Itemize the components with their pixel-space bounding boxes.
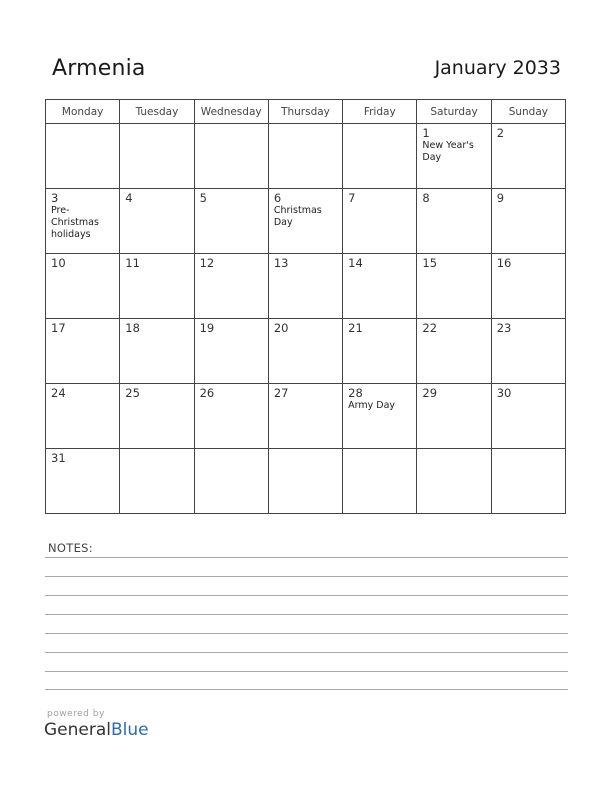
holiday-label: Christmas Day [273,205,322,228]
month-title: January 2033 [434,57,561,79]
holiday-label: New Year's Day [422,140,474,163]
day-number: 13 [273,256,289,270]
day-cell [343,384,417,449]
powered-by-text: powered by [47,709,105,719]
weekday-wednesday: Wednesday [194,100,268,124]
day-cell [46,449,120,514]
note-line [45,557,568,558]
day-cell [268,384,342,449]
day-cell [268,319,342,384]
day-number: 9 [496,191,505,205]
note-line [45,595,568,596]
day-cell [46,124,120,189]
weekday-header-row [46,100,566,124]
day-number: 7 [348,191,356,205]
weekday-sunday: Sunday [491,100,565,124]
day-number: 14 [348,256,363,270]
week-row [46,384,566,449]
day-number: 15 [422,256,438,270]
day-cell [46,384,120,449]
day-number: 12 [199,256,215,270]
day-number: 8 [422,191,430,205]
day-number: 31 [51,451,66,465]
day-number: 28 [348,386,363,400]
day-cell [491,384,565,449]
day-cell [120,189,194,254]
holiday-label: Pre-Christmas holidays [51,205,99,240]
weekday-monday: Monday [46,100,120,124]
day-cell [417,449,491,514]
day-cell [194,254,268,319]
day-number: 11 [125,256,140,270]
calendar-grid [45,99,566,514]
day-cell [120,384,194,449]
day-number: 20 [273,321,289,335]
day-number: 26 [199,386,215,400]
day-cell [343,449,417,514]
day-cell [120,449,194,514]
note-line [45,633,568,634]
day-number: 4 [125,191,133,205]
day-cell [268,254,342,319]
weekday-tuesday: Tuesday [120,100,194,124]
day-number: 21 [348,321,363,335]
day-cell [120,319,194,384]
week-row [46,189,566,254]
holiday-label: Army Day [348,400,396,411]
day-cell [343,319,417,384]
day-number: 19 [199,321,215,335]
day-cell [268,189,342,254]
day-cell [491,189,565,254]
day-cell [268,124,342,189]
country-title: Armenia [52,56,146,81]
day-cell [120,124,194,189]
day-cell [417,124,491,189]
day-number: 27 [273,386,289,400]
day-number: 24 [51,386,66,400]
day-cell [120,254,194,319]
day-number: 18 [125,321,140,335]
day-cell [194,189,268,254]
note-line [45,576,568,577]
day-number: 17 [51,321,66,335]
week-row [46,319,566,384]
day-cell [417,319,491,384]
day-cell [46,254,120,319]
notes-label: NOTES: [48,541,93,555]
day-number: 5 [199,191,207,205]
day-number: 3 [51,191,59,205]
note-line [45,671,568,672]
weekday-thursday: Thursday [268,100,342,124]
day-cell [194,449,268,514]
day-cell [46,319,120,384]
day-cell [268,449,342,514]
day-cell [343,189,417,254]
day-cell [194,384,268,449]
note-line [45,614,568,615]
day-number: 25 [125,386,140,400]
day-number: 1 [422,126,430,140]
day-number: 2 [496,126,505,140]
week-row [46,449,566,514]
day-cell [417,384,491,449]
day-cell [417,254,491,319]
day-number: 29 [422,386,438,400]
day-cell [46,189,120,254]
day-cell [491,124,565,189]
note-line [45,689,568,690]
generalblue-logo [44,720,149,740]
day-cell [491,254,565,319]
day-number: 16 [496,256,512,270]
day-cell [194,319,268,384]
day-cell [417,189,491,254]
day-number: 6 [273,191,282,205]
day-number: 10 [51,256,66,270]
week-row [46,254,566,319]
day-number: 23 [496,321,512,335]
day-cell [491,319,565,384]
calendar-body [46,124,566,514]
day-number: 30 [496,386,512,400]
day-cell [343,254,417,319]
weekday-saturday: Saturday [417,100,491,124]
day-cell [491,449,565,514]
weekday-friday: Friday [343,100,417,124]
day-cell [343,124,417,189]
logo-blue: Blue [111,720,149,740]
logo-general: General [44,720,111,740]
week-row [46,124,566,189]
day-number: 22 [422,321,438,335]
day-cell [194,124,268,189]
note-line [45,652,568,653]
